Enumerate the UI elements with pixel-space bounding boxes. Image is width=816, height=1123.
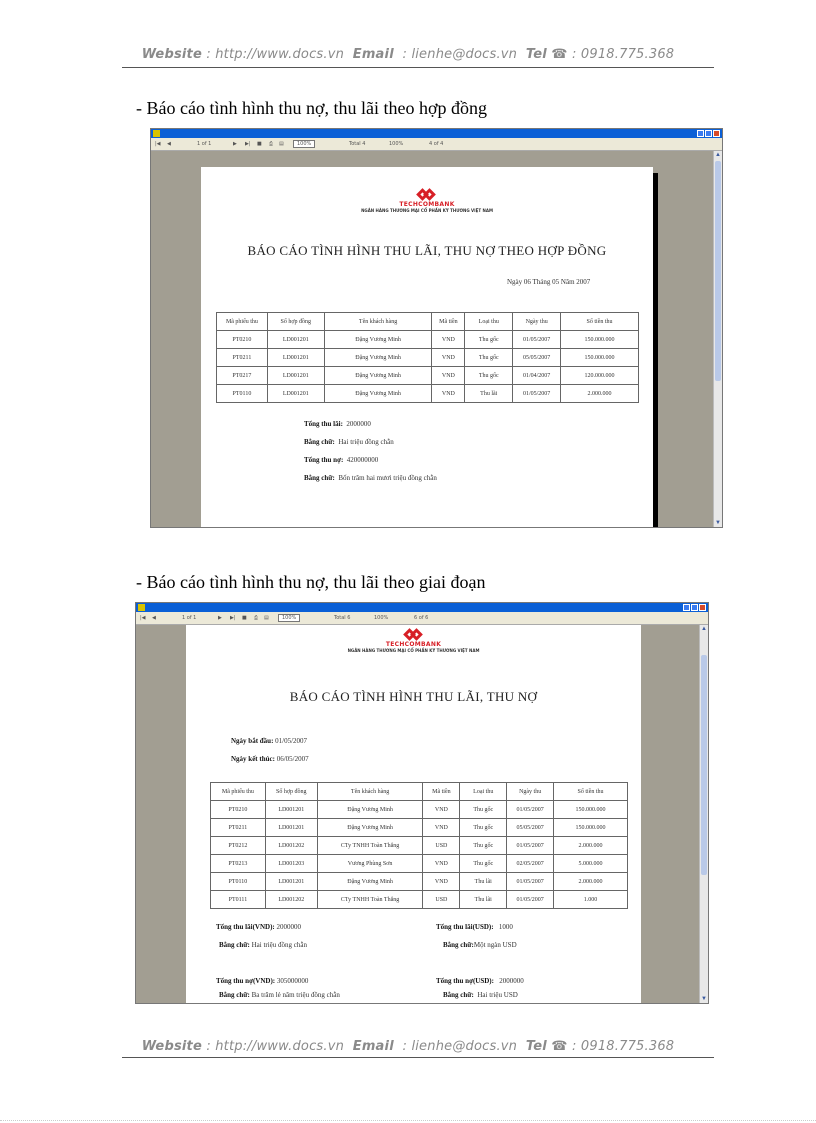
- tel-number: 0918.775.368: [580, 47, 675, 62]
- principal-label: Tổng thu nợ:: [304, 456, 344, 464]
- table-cell: 2.000.000: [554, 873, 628, 891]
- report-page: [201, 167, 653, 527]
- words-label: Bằng chữ:: [219, 941, 250, 949]
- table-row: [211, 855, 628, 873]
- column-header: Mã phiếu thu: [217, 313, 268, 331]
- table-row: [211, 891, 628, 909]
- words-label: Bằng chữ:: [443, 991, 474, 999]
- report-viewer-window-2: [135, 602, 709, 1004]
- vnd-principal: [216, 977, 308, 985]
- table-cell: VND: [423, 855, 460, 873]
- table-cell: LD001201: [265, 873, 317, 891]
- vnd-interest: [216, 923, 301, 931]
- table-cell: 150.000.000: [561, 349, 639, 367]
- prev-page-icon[interactable]: ◀: [167, 141, 171, 147]
- page-indicator: 1 of 1: [182, 615, 197, 621]
- techcombank-logo-icon: [418, 189, 436, 201]
- window-titlebar: [151, 129, 722, 138]
- table-cell: PT0212: [211, 837, 266, 855]
- column-header: Ngày thu: [513, 313, 561, 331]
- table-cell: Đặng Vương Minh: [324, 349, 432, 367]
- table-cell: 01/05/2007: [513, 385, 561, 403]
- print-icon[interactable]: ⎙: [254, 615, 259, 621]
- website-label: Website: [141, 47, 202, 62]
- viewer-toolbar: [151, 138, 722, 151]
- page-header: Website : http://www.docs.vn Email : lienhe@docs.vn Tel ☎ : 0918.775.368: [141, 47, 675, 62]
- vnd-interest-words: [219, 941, 307, 949]
- table-row: [217, 385, 639, 403]
- email-link[interactable]: lienhe@docs.vn: [411, 1039, 518, 1054]
- usd-interest-value: 1000: [498, 923, 513, 931]
- usd-interest: [436, 923, 513, 931]
- table-cell: VND: [423, 819, 460, 837]
- phone-icon: ☎: [551, 1039, 568, 1054]
- total-label: Total 4: [349, 141, 366, 147]
- logo-subtitle: NGÂN HÀNG THƯƠNG MẠI CỔ PHẦN KỸ THƯƠNG VIỆT NAM: [361, 208, 493, 213]
- stop-icon[interactable]: ■: [242, 615, 247, 621]
- next-page-icon[interactable]: ▶: [218, 615, 222, 621]
- table-cell: 01/04/2007: [513, 367, 561, 385]
- table-cell: 2.000.000: [554, 837, 628, 855]
- table-cell: 120.000.000: [561, 367, 639, 385]
- table-cell: Thu lãi: [460, 891, 507, 909]
- table-cell: LD001201: [265, 819, 317, 837]
- column-header: Số hợp đồng: [265, 783, 317, 801]
- usd-interest-words-value: Một ngàn USD: [473, 941, 517, 949]
- table-cell: VND: [432, 331, 465, 349]
- report-table: [210, 782, 628, 909]
- first-page-icon[interactable]: |◀: [155, 141, 161, 147]
- next-page-icon[interactable]: ▶: [233, 141, 237, 147]
- table-cell: Thu gốc: [460, 837, 507, 855]
- column-header: Ngày thu: [507, 783, 554, 801]
- website-link[interactable]: http://www.docs.vn: [215, 47, 345, 62]
- window-titlebar: [136, 603, 708, 612]
- principal-words-value: Bốn trăm hai mươi triệu đồng chẵn: [338, 474, 437, 482]
- table-cell: CTy TNHH Toàn Thắng: [317, 837, 423, 855]
- vnd-interest-label: Tổng thu lãi(VND):: [216, 923, 275, 931]
- column-header: Mã tiền: [432, 313, 465, 331]
- table-cell: PT0110: [217, 385, 268, 403]
- table-cell: Thu gốc: [465, 349, 513, 367]
- report-viewer-window: [150, 128, 723, 528]
- words-label: Bằng chữ:: [219, 991, 250, 999]
- summary-interest-words: [304, 438, 394, 446]
- usd-principal-value: 2000000: [499, 977, 524, 985]
- table-cell: Vương Phùng Sơn: [317, 855, 423, 873]
- phone-icon: ☎: [551, 47, 568, 62]
- viewer-toolbar: [136, 612, 708, 625]
- maximize-button[interactable]: [691, 604, 698, 611]
- report-table: [216, 312, 639, 403]
- tel-number: 0918.775.368: [580, 1039, 675, 1054]
- table-cell: Thu gốc: [460, 855, 507, 873]
- table-cell: LD001201: [267, 331, 324, 349]
- total-label: Total 6: [334, 615, 351, 621]
- table-cell: LD001203: [265, 855, 317, 873]
- logo-name: TECHCOMBANK: [385, 641, 442, 648]
- column-header: Số tiền thu: [554, 783, 628, 801]
- record-count: 6 of 6: [414, 615, 429, 621]
- last-page-icon[interactable]: ▶|: [245, 141, 251, 147]
- table-row: [217, 349, 639, 367]
- interest-words-value: Hai triệu đồng chẵn: [338, 438, 394, 446]
- table-cell: Thu gốc: [465, 331, 513, 349]
- table-cell: 150.000.000: [554, 819, 628, 837]
- start-label: Ngày bắt đầu:: [231, 737, 274, 745]
- table-row: [211, 873, 628, 891]
- footer-rule: [122, 1057, 714, 1058]
- table-cell: PT0211: [217, 349, 268, 367]
- vnd-principal-words-value: Ba trăm lẻ năm triệu đồng chẵn: [251, 991, 340, 999]
- table-cell: PT0211: [211, 819, 266, 837]
- caption-second: - Báo cáo tình hình thu nợ, thu lãi theo giai đoạn: [136, 572, 486, 592]
- scroll-thumb[interactable]: [715, 161, 721, 381]
- table-row: [211, 819, 628, 837]
- table-cell: 5.000.000: [554, 855, 628, 873]
- table-cell: Đặng Vương Minh: [324, 385, 432, 403]
- record-count: 4 of 4: [429, 141, 444, 147]
- vnd-principal-label: Tổng thu nợ(VND):: [216, 977, 276, 985]
- tel-label: Tel: [525, 47, 547, 62]
- table-cell: Thu gốc: [460, 819, 507, 837]
- table-cell: LD001202: [265, 891, 317, 909]
- start-value: 01/05/2007: [275, 737, 308, 745]
- usd-principal-words-value: Hai triệu USD: [477, 991, 518, 999]
- logo-name: TECHCOMBANK: [399, 201, 455, 208]
- table-cell: 05/05/2007: [507, 819, 554, 837]
- column-header: Loại thu: [465, 313, 513, 331]
- header-rule: [122, 67, 714, 68]
- scroll-up-icon[interactable]: ▲: [701, 626, 707, 632]
- first-page-icon[interactable]: |◀: [140, 615, 146, 621]
- table-row: [211, 801, 628, 819]
- table-cell: Đặng Vương Minh: [324, 367, 432, 385]
- start-date: [231, 737, 307, 745]
- words-label: Bằng chữ:: [443, 941, 474, 949]
- vertical-scrollbar[interactable]: [699, 625, 708, 1003]
- website-link[interactable]: http://www.docs.vn: [215, 1039, 345, 1054]
- table-cell: USD: [423, 891, 460, 909]
- principal-value: 420000000: [346, 456, 379, 464]
- bank-logo: [201, 189, 653, 213]
- scroll-down-icon[interactable]: ▼: [701, 996, 707, 1002]
- close-button[interactable]: [699, 604, 706, 611]
- report-date: Ngày 06 Tháng 05 Năm 2007: [507, 278, 591, 286]
- email-link[interactable]: lienhe@docs.vn: [411, 47, 518, 62]
- table-cell: Thu gốc: [460, 801, 507, 819]
- table-cell: LD001201: [267, 367, 324, 385]
- page-indicator: 1 of 1: [197, 141, 212, 147]
- table-cell: Đặng Vương Minh: [317, 873, 423, 891]
- table-cell: Đặng Vương Minh: [324, 331, 432, 349]
- table-cell: 01/05/2007: [507, 837, 554, 855]
- table-cell: 01/05/2007: [507, 891, 554, 909]
- table-header-row: [217, 313, 639, 331]
- report-title: BÁO CÁO TÌNH HÌNH THU LÃI, THU NỢ THEO HỢP ĐỒNG: [247, 243, 607, 258]
- close-button[interactable]: [713, 130, 720, 137]
- logo-subtitle: NGÂN HÀNG THƯƠNG MẠI CỔ PHẦN KỸ THƯƠNG VIỆT NAM: [347, 648, 480, 653]
- vertical-scrollbar[interactable]: [713, 151, 722, 527]
- usd-principal-words: [443, 991, 518, 999]
- last-page-icon[interactable]: ▶|: [230, 615, 236, 621]
- interest-label: Tổng thu lãi:: [304, 420, 343, 428]
- app-icon: [153, 130, 160, 137]
- summary-interest: [304, 420, 371, 428]
- print-icon[interactable]: ⎙: [269, 141, 274, 147]
- end-value: 06/05/2007: [276, 755, 309, 763]
- table-cell: 150.000.000: [554, 801, 628, 819]
- report-page: [186, 625, 641, 1003]
- column-header: Tên khách hàng: [317, 783, 423, 801]
- app-icon: [138, 604, 145, 611]
- percent-label: 100%: [374, 615, 389, 621]
- table-cell: CTy TNHH Toàn Thắng: [317, 891, 423, 909]
- vnd-principal-value: 305000000: [276, 977, 309, 985]
- percent-label: 100%: [389, 141, 404, 147]
- email-label: Email: [352, 1039, 394, 1054]
- table-cell: Thu lãi: [460, 873, 507, 891]
- column-header: Mã tiền: [423, 783, 460, 801]
- words-label: Bằng chữ:: [304, 474, 335, 482]
- table-cell: 01/05/2007: [507, 873, 554, 891]
- stop-icon[interactable]: ■: [257, 141, 262, 147]
- column-header: Mã phiếu thu: [211, 783, 266, 801]
- email-label: Email: [352, 47, 394, 62]
- column-header: Số tiền thu: [561, 313, 639, 331]
- table-cell: 01/05/2007: [507, 801, 554, 819]
- zoom-select[interactable]: 100%: [278, 614, 300, 622]
- table-cell: VND: [423, 873, 460, 891]
- table-cell: Đặng Vương Minh: [317, 801, 423, 819]
- table-cell: Thu gốc: [465, 367, 513, 385]
- bank-logo: [186, 629, 641, 653]
- export-icon[interactable]: ▤: [264, 615, 269, 621]
- website-label: Website: [141, 1039, 202, 1054]
- table-cell: VND: [423, 801, 460, 819]
- vnd-interest-value: 2000000: [276, 923, 301, 931]
- table-cell: PT0217: [217, 367, 268, 385]
- table-row: [217, 367, 639, 385]
- table-cell: PT0210: [211, 801, 266, 819]
- table-cell: LD001201: [267, 385, 324, 403]
- minimize-button[interactable]: [683, 604, 690, 611]
- table-cell: VND: [432, 349, 465, 367]
- table-header-row: [211, 783, 628, 801]
- table-cell: USD: [423, 837, 460, 855]
- table-row: [211, 837, 628, 855]
- column-header: Số hợp đồng: [267, 313, 324, 331]
- maximize-button[interactable]: [705, 130, 712, 137]
- table-cell: VND: [432, 385, 465, 403]
- table-cell: PT0213: [211, 855, 266, 873]
- zoom-select[interactable]: 100%: [293, 140, 315, 148]
- table-row: [217, 331, 639, 349]
- table-cell: 150.000.000: [561, 331, 639, 349]
- summary-principal-words: [304, 474, 437, 482]
- end-date: [231, 755, 309, 763]
- table-cell: 02/05/2007: [507, 855, 554, 873]
- caption-first: - Báo cáo tình hình thu nợ, thu lãi theo hợp đồng: [136, 98, 487, 118]
- table-cell: Thu lãi: [465, 385, 513, 403]
- table-cell: PT0210: [217, 331, 268, 349]
- scroll-down-icon[interactable]: ▼: [715, 520, 721, 526]
- report-title: BÁO CÁO TÌNH HÌNH THU LÃI, THU NỢ: [289, 689, 538, 704]
- table-cell: PT0110: [211, 873, 266, 891]
- vnd-interest-words-value: Hai triệu đồng chẵn: [251, 941, 307, 949]
- table-cell: LD001202: [265, 837, 317, 855]
- end-label: Ngày kết thúc:: [231, 755, 275, 763]
- table-cell: 2.000.000: [561, 385, 639, 403]
- table-cell: VND: [432, 367, 465, 385]
- scroll-thumb[interactable]: [701, 655, 707, 875]
- usd-interest-words: [443, 941, 517, 949]
- scroll-up-icon[interactable]: ▲: [715, 152, 721, 158]
- page-footer: Website : http://www.docs.vn Email : lienhe@docs.vn Tel ☎ : 0918.775.368: [141, 1039, 675, 1054]
- minimize-button[interactable]: [697, 130, 704, 137]
- table-cell: 05/05/2007: [513, 349, 561, 367]
- prev-page-icon[interactable]: ◀: [152, 615, 156, 621]
- summary-principal: [304, 456, 378, 464]
- table-cell: Đặng Vương Minh: [317, 819, 423, 837]
- interest-value: 2000000: [346, 420, 371, 428]
- usd-principal-label: Tổng thu nợ(USD):: [436, 977, 494, 985]
- column-header: Loại thu: [460, 783, 507, 801]
- column-header: Tên khách hàng: [324, 313, 432, 331]
- table-cell: 1.000: [554, 891, 628, 909]
- table-cell: 01/05/2007: [513, 331, 561, 349]
- techcombank-logo-icon: [405, 629, 423, 641]
- export-icon[interactable]: ▤: [279, 141, 284, 147]
- usd-principal: [436, 977, 524, 985]
- words-label: Bằng chữ:: [304, 438, 335, 446]
- table-cell: PT0111: [211, 891, 266, 909]
- vnd-principal-words: [219, 991, 340, 999]
- table-cell: LD001201: [267, 349, 324, 367]
- page-bottom-border: [0, 1120, 816, 1121]
- usd-interest-label: Tổng thu lãi(USD):: [436, 923, 494, 931]
- tel-label: Tel: [525, 1039, 547, 1054]
- table-cell: LD001201: [265, 801, 317, 819]
